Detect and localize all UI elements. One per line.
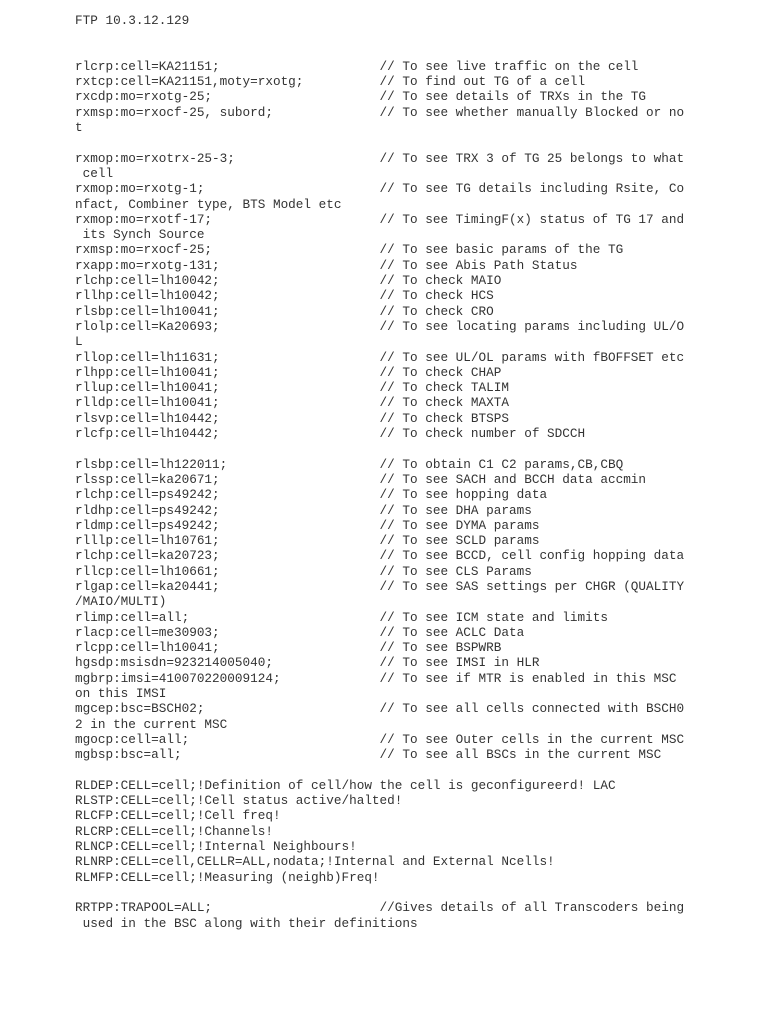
text-line: rllhp:cell=lh10042; // To check HCS — [75, 288, 494, 304]
text-line: rlsbp:cell=lh10041; // To check CRO — [75, 303, 494, 319]
text-line: rlsbp:cell=lh122011; // To obtain C1 C2 params,CB,CBQ — [75, 456, 624, 472]
text-line: rldmp:cell=ps49242; // To see DYMA params — [75, 517, 540, 533]
text-line: RLMFP:CELL=cell;!Measuring (neighb)Freq! — [75, 869, 380, 885]
text-line: cell — [75, 165, 114, 181]
text-line: rlsvp:cell=lh10442; // To check BTSPS — [75, 410, 509, 426]
text-line: rxmop:mo=rxotf-17; // To see TimingF(x) status of TG 17 and — [75, 211, 685, 227]
blank-line — [75, 885, 768, 900]
text-line: rlchp:cell=ps49242; // To see hopping data — [75, 487, 548, 503]
blank-line — [75, 441, 768, 456]
text-line: rllcp:cell=lh10661; // To see CLS Params — [75, 563, 532, 579]
text-line: rxmsp:mo=rxocf-25, subord; // To see whether manually Blocked or no — [75, 104, 685, 120]
blank-line — [75, 135, 768, 150]
text-line: rlchp:cell=lh10042; // To check MAIO — [75, 273, 502, 289]
text-line: rlhpp:cell=lh10041; // To check CHAP — [75, 364, 502, 380]
blank-line — [75, 44, 768, 59]
text-line: rxapp:mo=rxotg-131; // To see Abis Path Status — [75, 257, 578, 273]
text-line: RLNRP:CELL=cell,CELLR=ALL,nodata;!Internal and External Ncells! — [75, 854, 555, 870]
text-line: rxtcp:cell=KA21151,moty=rxotg; // To find out TG of a cell — [75, 74, 586, 90]
text-line: its Synch Source — [75, 227, 205, 243]
text-line: rllop:cell=lh11631; // To see UL/OL params with fBOFFSET etc — [75, 349, 685, 365]
text-line: rxcdp:mo=rxotg-25; // To see details of TRXs in the TG — [75, 89, 647, 105]
text-line: mgcep:bsc=BSCH02; // To see all cells connected with BSCH0 — [75, 701, 685, 717]
text-line: rlcpp:cell=lh10041; // To see BSPWRB — [75, 640, 502, 656]
text-line: rlacp:cell=me30903; // To see ACLC Data — [75, 624, 525, 640]
text-line: rlldp:cell=lh10041; // To check MAXTA — [75, 395, 509, 411]
text-line: RRTPP:TRAPOOL=ALL; //Gives details of all Transcoders being — [75, 900, 685, 916]
text-line: rlolp:cell=Ka20693; // To see locating params including UL/O — [75, 318, 685, 334]
text-line: RLSTP:CELL=cell;!Cell status active/halted! — [75, 793, 403, 809]
text-line: rlimp:cell=all; // To see ICM state and limits — [75, 609, 608, 625]
text-line: rxmop:mo=rxotrx-25-3; // To see TRX 3 of TG 25 belongs to what — [75, 150, 685, 166]
text-line: mgbsp:bsc=all; // To see all BSCs in the current MSC — [75, 747, 662, 763]
text-line: mgocp:cell=all; // To see Outer cells in the current MSC — [75, 731, 685, 747]
text-line: rlllp:cell=lh10761; // To see SCLD params — [75, 533, 540, 549]
text-line: used in the BSC along with their definitions — [75, 915, 418, 931]
text-line: hgsdp:msisdn=923214005040; // To see IMSI in HLR — [75, 655, 540, 671]
text-line: mgbrp:imsi=410070220009124; // To see if MTR is enabled in this MSC — [75, 670, 677, 686]
blank-line — [75, 28, 768, 43]
text-line: rxmop:mo=rxotg-1; // To see TG details including Rsite, Co — [75, 181, 685, 197]
text-line: t — [75, 120, 83, 136]
text-line: nfact, Combiner type, BTS Model etc — [75, 196, 342, 212]
text-line: RLCFP:CELL=cell;!Cell freq! — [75, 808, 281, 824]
text-line: rllup:cell=lh10041; // To check TALIM — [75, 380, 509, 396]
text-line: RLNCP:CELL=cell;!Internal Neighbours! — [75, 839, 357, 855]
text-line: rlcrp:cell=KA21151; // To see live traffic on the cell — [75, 58, 639, 74]
text-line: rlgap:cell=ka20441; // To see SAS settings per CHGR (QUALITY — [75, 578, 685, 594]
blank-line — [75, 763, 768, 778]
text-line: /MAIO/MULTI) — [75, 594, 167, 610]
text-line: FTP 10.3.12.129 — [75, 13, 190, 28]
text-line: rlssp:cell=ka20671; // To see SACH and BCCH data accmin — [75, 471, 647, 487]
text-line: RLCRP:CELL=cell;!Channels! — [75, 823, 273, 839]
text-line: L — [75, 334, 83, 350]
text-line: 2 in the current MSC — [75, 716, 228, 732]
text-line: rldhp:cell=ps49242; // To see DHA params — [75, 502, 532, 518]
text-line: on this IMSI — [75, 686, 167, 702]
text-line: rlcfp:cell=lh10442; // To check number of SDCCH — [75, 426, 586, 442]
text-line: rlchp:cell=ka20723; // To see BCCD, cell config hopping data — [75, 548, 685, 564]
text-line: RLDEP:CELL=cell;!Definition of cell/how the cell is geconfigureerd! LAC — [75, 777, 616, 793]
text-line: rxmsp:mo=rxocf-25; // To see basic params of the TG — [75, 242, 624, 258]
